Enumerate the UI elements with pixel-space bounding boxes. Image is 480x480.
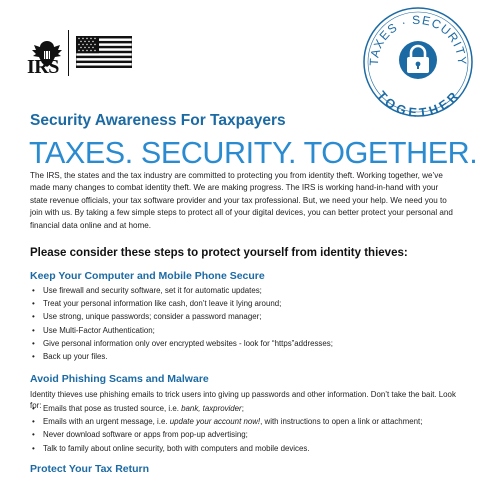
- section-heading-computer: Keep Your Computer and Mobile Phone Secure: [30, 270, 265, 282]
- irs-wordmark: IRS: [27, 56, 59, 78]
- list-item: • Use strong, unique passwords; consider a password manager;: [30, 310, 460, 323]
- us-flag-icon: [76, 36, 132, 68]
- seal-bottom-text: TOGETHER: [374, 88, 462, 120]
- list-item: • Give personal information only over encrypted websites - look for “https”addresses;: [30, 337, 460, 350]
- computer-security-list: [30, 284, 460, 363]
- intro-paragraph: The IRS, the states and the tax industry are committed to protecting you from identity theft. Working together, we’ve made many changes to combat identity theft. We are making progress. The IRS is working hand-in-hand with your state revenue officials, your tax software provider and your tax professional. But, we need your help. We need you to join with us. By taking a few simple steps to protect all of your digital devices, you can better protect your personal and financial data online and at home.: [30, 171, 453, 230]
- page-header: [0, 0, 480, 120]
- list-item: • Back up your files.: [30, 350, 460, 363]
- header-divider: [68, 30, 69, 76]
- phishing-intro: Identity thieves use phishing emails to trick users into giving up passwords and other information. Don’t take the bait. Look for:: [30, 390, 456, 410]
- phishing-list: [30, 402, 460, 455]
- list-item: • Emails that pose as trusted source, i.e. bank, taxprovider;: [30, 402, 460, 415]
- page-title: TAXES. SECURITY. TOGETHER.: [29, 136, 478, 170]
- list-item: • Never download software or apps from pop-up advertising;: [30, 428, 460, 441]
- taxes-security-together-seal: [360, 4, 476, 120]
- list-item: • Emails with an urgent message, i.e. update your account now!, with instructions to open a link or attachment;: [30, 415, 460, 428]
- section-heading-phishing: Avoid Phishing Scams and Malware: [30, 373, 209, 385]
- list-item: • Treat your personal information like cash, don’t leave it lying around;: [30, 297, 460, 310]
- list-item: • Talk to family about online security, both with computers and mobile devices.: [30, 442, 460, 455]
- section-heading-tax-return: Protect Your Tax Return: [30, 463, 150, 475]
- padlock-icon: [399, 41, 437, 79]
- list-item: • Use Multi-Factor Authentication;: [30, 324, 460, 337]
- steps-heading: Please consider these steps to protect yourself from identity thieves:: [30, 247, 408, 259]
- page-subtitle: Security Awareness For Taxpayers: [30, 112, 286, 129]
- list-item: • Use firewall and security software, set it for automatic updates;: [30, 284, 460, 297]
- seal-top-text: TAXES · SECURITY: [366, 12, 470, 67]
